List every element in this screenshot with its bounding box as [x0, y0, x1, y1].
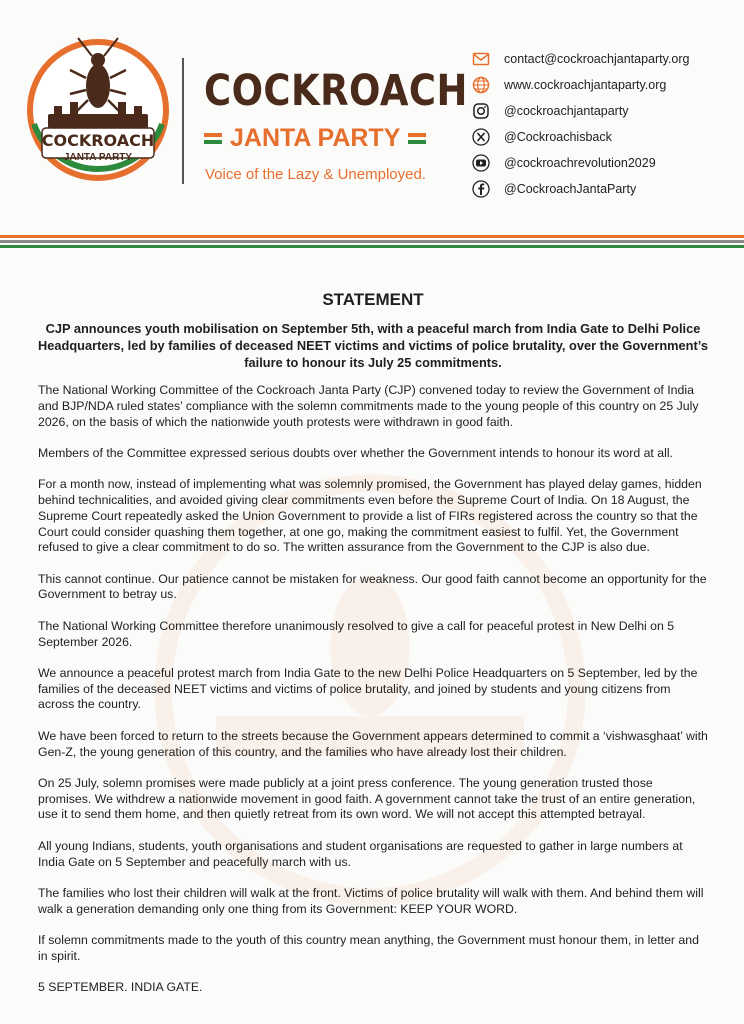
contact-youtube[interactable]	[472, 150, 689, 176]
brand-tagline: Voice of the Lazy & Unemployed.	[205, 166, 426, 183]
contact-instagram-text: @cockroachjantaparty	[504, 104, 629, 118]
header-divider	[182, 58, 184, 184]
flag-bars-left	[204, 133, 222, 144]
contact-website[interactable]	[472, 72, 689, 98]
paragraph: This cannot continue. Our patience cannot be mistaken for weakness. Our good faith cannot become an opportunity for the Government to betray us.	[38, 571, 707, 602]
contact-email-text: contact@cockroachjantaparty.org	[504, 52, 690, 66]
facebook-icon	[472, 180, 490, 198]
paragraph: If solemn commitments made to the youth of this country mean anything, the Government must honour them, in letter and in spirit.	[38, 932, 699, 963]
contact-facebook-text: @CockroachJantaParty	[504, 182, 637, 196]
globe-icon	[472, 76, 490, 94]
x-icon	[472, 128, 490, 146]
contact-email[interactable]	[472, 46, 689, 72]
paragraph: The families who lost their children will walk at the front. Victims of police brutality will walk with them. And behind them will walk a generation demanding only one thing from its Government: KEEP YOUR WORD.	[38, 885, 704, 916]
youtube-icon	[472, 154, 490, 172]
party-logo	[26, 28, 170, 192]
contact-list	[472, 46, 689, 202]
statement-subheading: CJP announces youth mobilisation on September 5th, with a peaceful march from India Gate to Delhi Police Headquarters, led by families of deceased NEET victims and victims of police brutality, over the Government’s failure to honour its July 25 commitments.	[38, 321, 708, 370]
statement-title: STATEMENT	[322, 290, 424, 309]
paragraph: We have been forced to return to the streets because the Government appears determined to commit a ‘vishwasghaat’ with Gen-Z, the young generation of this country, and the families who have already lost their children.	[38, 728, 708, 759]
logo-top-text: COCKROACH	[41, 131, 155, 150]
tricolor-stripes	[0, 235, 744, 250]
paragraph: Members of the Committee expressed serious doubts over whether the Government intends to honour its word at all.	[38, 445, 673, 460]
paragraph: The National Working Committee of the Cockroach Janta Party (CJP) convened today to review the Government of India and BJP/NDA ruled states’ compliance with the solemn commitments made to the young people of this country on 25 July 2026, on the basis of which the nationwide youth protests were withdrawn in good faith.	[38, 383, 699, 429]
contact-website-text: www.cockroachjantaparty.org	[504, 78, 667, 92]
letterhead	[0, 0, 744, 250]
brand-title: COCKROACH	[204, 66, 468, 116]
paragraph: The National Working Committee therefore unanimously resolved to give a call for peaceful protest in New Delhi on 5 September 2026.	[38, 618, 675, 649]
logo-bottom-text: JANTA PARTY	[63, 152, 133, 163]
email-icon	[472, 50, 490, 68]
contact-facebook[interactable]	[472, 176, 689, 202]
contact-instagram[interactable]	[472, 98, 689, 124]
brand-subtitle-text: JANTA PARTY	[230, 124, 401, 152]
paragraph: For a month now, instead of implementing what was solemnly promised, the Government has played delay games, hidden behind technicalities, and avoided giving clear commitments even before the Supreme Court of India. On 18 August, the Supreme Court repeatedly asked the Union Government to provide a list of FIRs registered across the country so that the Court could consider quashing them together, at one go, making the commitment easiest to fulfil. Yet, the Government refused to give a clear commitment to do so. The written assurance from the Government to the CJP is also due.	[38, 477, 702, 555]
instagram-icon	[472, 102, 490, 120]
paragraph: On 25 July, solemn promises were made publicly at a joint press conference. The young generation trusted those promises. We withdrew a nationwide movement in good faith. A government cannot take the trust of an entire generation, use it to send them home, and then quietly retreat from its own word. We will not accept this attempted betrayal.	[38, 775, 696, 822]
paragraph: All young Indians, students, youth organisations and student organisations are requested to gather in large numbers at India Gate on 5 September and peacefully march with us.	[38, 838, 683, 869]
flag-bars-right	[408, 133, 426, 144]
contact-youtube-text: @cockroachrevolution2029	[504, 156, 656, 170]
brand-subtitle	[204, 124, 426, 153]
paragraph: We announce a peaceful protest march from India Gate to the new Delhi Police Headquarters on 5 September, led by the families of the deceased NEET victims and victims of police brutality, and joined by students and young citizens from across the country.	[38, 665, 698, 712]
statement-body	[38, 290, 708, 1011]
contact-x-text: @Cockroachisback	[504, 130, 612, 144]
closing-line: 5 SEPTEMBER. INDIA GATE.	[38, 980, 203, 995]
contact-x[interactable]	[472, 124, 689, 150]
